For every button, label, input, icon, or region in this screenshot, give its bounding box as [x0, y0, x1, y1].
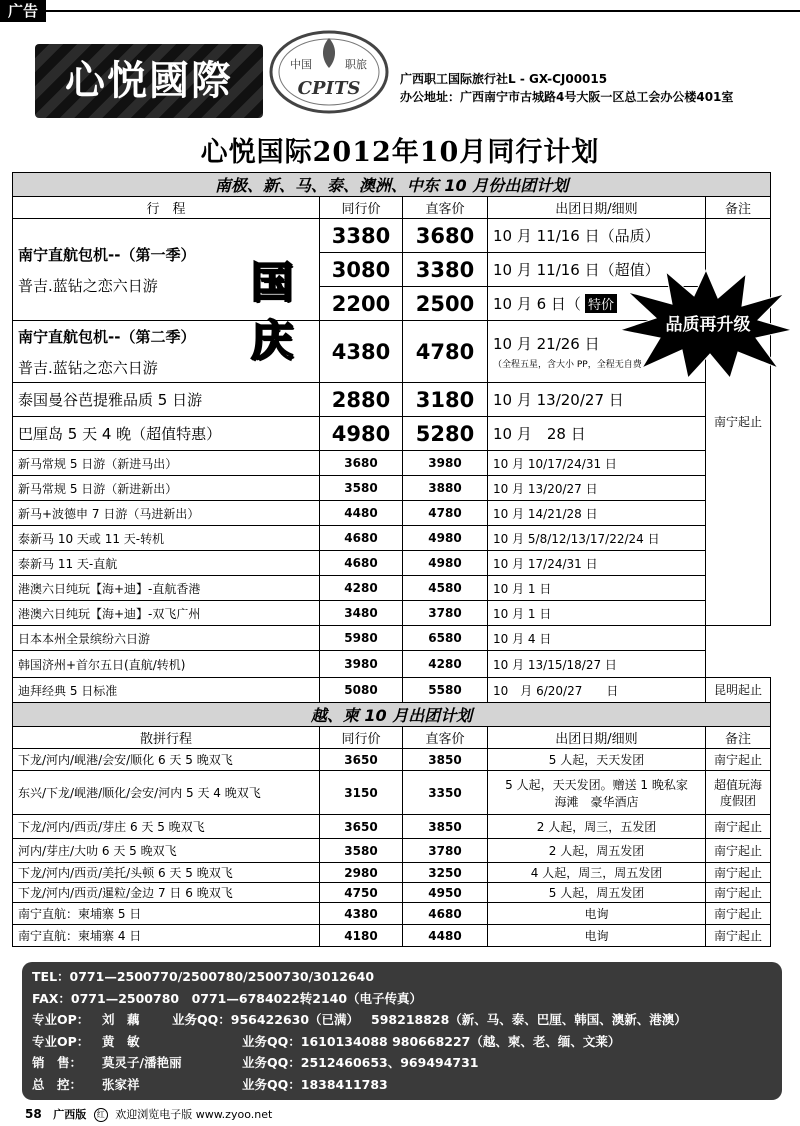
- direct-price: 4280: [403, 651, 488, 678]
- group2-subtitle: 普吉.蓝钻之恋六日游: [18, 358, 158, 377]
- col-header-peer: 同行价: [320, 197, 403, 219]
- direct-price: 3780: [403, 601, 488, 626]
- note-cell: 南宁起止: [706, 749, 771, 771]
- col-header-route: 散拼行程: [13, 727, 320, 749]
- note-line2: 度假团: [720, 793, 757, 808]
- direct-price: 4950: [403, 883, 488, 903]
- note-cell: [706, 771, 771, 815]
- direct-price: 3180: [403, 383, 488, 417]
- control-label: 总 控：: [32, 1076, 83, 1092]
- note-cell: 南宁起止: [706, 839, 771, 863]
- date-cell: 4 人起，周三，周五发团: [488, 863, 706, 883]
- peer-price: 4980: [320, 417, 403, 451]
- route-cell: 泰国曼谷芭提雅品质 5 日游: [13, 383, 320, 417]
- date-cell: 5 人起，天天发团: [488, 749, 706, 771]
- sales-line: [32, 1052, 772, 1074]
- special-price-tag: 特价: [585, 294, 617, 313]
- date-cell: [488, 771, 706, 815]
- direct-price: 3380: [403, 253, 488, 287]
- col-header-date: 出团日期/细则: [488, 727, 706, 749]
- peer-price: 2880: [320, 383, 403, 417]
- direct-price: 4480: [403, 925, 488, 947]
- date-cell: 电询: [488, 903, 706, 925]
- peer-price: 3680: [320, 451, 403, 476]
- route-cell: 韩国济州+首尔五日(直航/转机): [13, 651, 320, 678]
- cpits-right-text: 职旅: [345, 58, 367, 71]
- note-cell: 南宁起止: [706, 883, 771, 903]
- col-header-date: 出团日期/细则: [488, 197, 706, 219]
- date-cell: 10 月 11/16 日（超值）: [488, 253, 706, 287]
- table-row: [13, 501, 771, 526]
- company-info: [400, 70, 733, 106]
- peer-price: 4480: [320, 501, 403, 526]
- burst-text: 品质再升级: [665, 315, 751, 335]
- note-cell: 南宁起止: [706, 903, 771, 925]
- control-name: 张家祥: [102, 1076, 140, 1092]
- peer-price: 4280: [320, 576, 403, 601]
- date-cell: 10 月 17/24/31 日: [488, 551, 706, 576]
- note-cell: 昆明起止: [706, 678, 771, 703]
- peer-price: 3580: [320, 839, 403, 863]
- peer-price: 4750: [320, 883, 403, 903]
- table-row: [13, 863, 771, 883]
- company-license: 广西职工国际旅行社L - GX-CJ00015: [400, 72, 608, 86]
- date-cell: 10 月 13/20/27 日: [488, 476, 706, 501]
- cpits-logo: [268, 28, 390, 116]
- direct-price: 4680: [403, 903, 488, 925]
- peer-price: 3380: [320, 219, 403, 253]
- peer-price: 4680: [320, 526, 403, 551]
- direct-price: 3850: [403, 749, 488, 771]
- op2-qq: 业务QQ：1610134088 980668227（越、柬、老、缅、文莱）: [242, 1033, 621, 1049]
- table-row: [13, 576, 771, 601]
- col-header-direct: 直客价: [403, 197, 488, 219]
- table-row: [13, 815, 771, 839]
- op1-qq2: 598218828（新、马、泰、巴厘、韩国、澳新、港澳）: [371, 1012, 687, 1027]
- table-row: [13, 626, 771, 651]
- date-line1: 5 人起，天天发团。赠送 1 晚私家: [505, 777, 688, 792]
- top-rule: [46, 10, 800, 12]
- direct-price: 3880: [403, 476, 488, 501]
- date-cell: 电询: [488, 925, 706, 947]
- peer-price: 4380: [320, 903, 403, 925]
- peer-price: 3480: [320, 601, 403, 626]
- tel-line: TEL：0771—2500770/2500780/2500730/3012640: [32, 969, 375, 984]
- peer-price: 2980: [320, 863, 403, 883]
- section1-title: 南极、新、马、泰、澳洲、中东 10 月份出团计划: [13, 173, 771, 197]
- peer-price: 5980: [320, 626, 403, 651]
- direct-price: 4580: [403, 576, 488, 601]
- col-header-note: 备注: [706, 727, 771, 749]
- note-cell: 南宁起止: [706, 925, 771, 947]
- direct-price: 6580: [403, 626, 488, 651]
- direct-price: 2500: [403, 287, 488, 321]
- date-cell: 10 月 6/20/27 日: [488, 678, 706, 703]
- date-cell: 10 月 11/16 日（品质）: [488, 219, 706, 253]
- table-row: [13, 526, 771, 551]
- direct-price: 4780: [403, 501, 488, 526]
- group1-title: 南宁直航包机--（第一季）: [18, 245, 196, 264]
- direct-price: 3850: [403, 815, 488, 839]
- section1-header-row: [13, 197, 771, 219]
- guoqing-char-2: 庆: [250, 316, 293, 365]
- date-cell: 10 月 13/20/27 日: [488, 383, 706, 417]
- route-cell: 新马常规 5 日游（新进马出）: [13, 451, 320, 476]
- note-cell: 南宁起止: [706, 863, 771, 883]
- date-cell: 10 月 1 日: [488, 576, 706, 601]
- route-cell: 迪拜经典 5 日标准: [13, 678, 320, 703]
- peer-price: 3650: [320, 815, 403, 839]
- date-line2: 海滩 豪华酒店: [554, 794, 639, 809]
- op2-line: [32, 1031, 772, 1053]
- peer-price: 3580: [320, 476, 403, 501]
- peer-price: 5080: [320, 678, 403, 703]
- table-row: [13, 925, 771, 947]
- table-row: [13, 417, 771, 451]
- direct-price: 3350: [403, 771, 488, 815]
- route-cell: 南宁直航：柬埔寨 4 日: [13, 925, 320, 947]
- col-header-route: 行 程: [13, 197, 320, 219]
- table-row: [13, 476, 771, 501]
- route-cell: 下龙/河内/西贡/美托/头顿 6 天 5 晚双飞: [13, 863, 320, 883]
- direct-price: 5580: [403, 678, 488, 703]
- edition-badge-icon: 红: [94, 1108, 108, 1122]
- route-cell: 巴厘岛 5 天 4 晚（超值特惠）: [13, 417, 320, 451]
- direct-price: 3780: [403, 839, 488, 863]
- route-cell: 南宁直航：柬埔寨 5 日: [13, 903, 320, 925]
- section2-title: 越、柬 10 月出团计划: [13, 703, 771, 727]
- control-line: [32, 1074, 772, 1096]
- peer-price: 4680: [320, 551, 403, 576]
- date-cell: 10 月 14/21/28 日: [488, 501, 706, 526]
- route-cell: 港澳六日纯玩【海+迪】-双飞广州: [13, 601, 320, 626]
- col-header-peer: 同行价: [320, 727, 403, 749]
- table-row: [13, 601, 771, 626]
- date-cell: 10 月 4 日: [488, 626, 706, 651]
- col-header-direct: 直客价: [403, 727, 488, 749]
- table-row: [13, 749, 771, 771]
- table-row: [13, 839, 771, 863]
- route-cell: 新马+波德申 7 日游（马进新出）: [13, 501, 320, 526]
- op2-label: 专业OP：: [32, 1033, 90, 1049]
- date-cell: 2 人起，周三，五发团: [488, 815, 706, 839]
- table-row: [13, 551, 771, 576]
- quality-upgrade-burst: [618, 268, 794, 380]
- peer-price: 3080: [320, 253, 403, 287]
- op1-name: 刘 藕: [102, 1012, 140, 1027]
- peer-price: 3650: [320, 749, 403, 771]
- date-cell: 10 月 10/17/24/31 日: [488, 451, 706, 476]
- table-row: [13, 883, 771, 903]
- table-row: [13, 383, 771, 417]
- group1-subtitle: 普吉.蓝钻之恋六日游: [18, 276, 158, 295]
- direct-price: 3250: [403, 863, 488, 883]
- route-cell: 东兴/下龙/岘港/顺化/会安/河内 5 天 4 晚双飞: [13, 771, 320, 815]
- route-cell: 新马常规 5 日游（新进新出）: [13, 476, 320, 501]
- page-number: 58: [25, 1107, 42, 1121]
- table-row: [13, 451, 771, 476]
- date-cell: 10 月 1 日: [488, 601, 706, 626]
- date-cell: 10 月 28 日: [488, 417, 706, 451]
- table-row: [13, 651, 771, 678]
- peer-price: 2200: [320, 287, 403, 321]
- op2-name: 黄 敏: [102, 1033, 140, 1049]
- op1-qq: 业务QQ：956422630（已满）: [172, 1012, 360, 1027]
- company-address: 办公地址：广西南宁市古城路4号大阪一区总工会办公楼401室: [400, 90, 734, 104]
- note-cell: 南宁起止: [706, 815, 771, 839]
- date-text: 10 月 21/26 日: [493, 335, 600, 353]
- sales-qq: 业务QQ：2512460653、969494731: [242, 1055, 479, 1070]
- national-day-badge: [248, 254, 296, 370]
- peer-price: 3980: [320, 651, 403, 678]
- page-title: 心悦国际2012年10月同行计划: [200, 137, 600, 168]
- note-line1: 超值玩海: [714, 777, 763, 792]
- date-text: 10 月 6 日（: [493, 295, 581, 313]
- edition-label: 广西版: [53, 1108, 87, 1121]
- date-cell: 10 月 13/15/18/27 日: [488, 651, 706, 678]
- page-footer: [25, 1106, 272, 1122]
- route-cell: 河内/芽庄/大叻 6 天 5 晚双飞: [13, 839, 320, 863]
- route-cell: 泰新马 11 天-直航: [13, 551, 320, 576]
- date-cell: 5 人起，周五发团: [488, 883, 706, 903]
- direct-price: 3680: [403, 219, 488, 253]
- guoqing-char-1: 国: [250, 258, 293, 307]
- group2-title: 南宁直航包机--（第二季）: [18, 327, 196, 346]
- route-cell: 下龙/河内/岘港/会安/顺化 6 天 5 晚双飞: [13, 749, 320, 771]
- direct-price: 4980: [403, 551, 488, 576]
- peer-price: 3150: [320, 771, 403, 815]
- table-row: [13, 771, 771, 815]
- op1-label: 专业OP：: [32, 1012, 90, 1027]
- table-row: [13, 678, 771, 703]
- cpits-top-text: 中国: [290, 58, 312, 71]
- route-cell: 下龙/河内/西贡/暹粒/金边 7 日 6 晚双飞: [13, 883, 320, 903]
- route-cell: 泰新马 10 天或 11 天-转机: [13, 526, 320, 551]
- peer-price: 4380: [320, 321, 403, 383]
- fax-line: FAX：0771—2500780 0771—6784022转2140（电子传真）: [32, 990, 423, 1006]
- op1-line: [32, 1009, 772, 1031]
- direct-price: 5280: [403, 417, 488, 451]
- date-subnote: （全程五星，含大小 PP，全程无自费: [493, 360, 642, 370]
- xinyue-logo: 心悦國際: [35, 44, 263, 118]
- date-cell: 2 人起，周五发团: [488, 839, 706, 863]
- route-cell: 港澳六日纯玩【海+迪】-直航香港: [13, 576, 320, 601]
- note-cell-merged: 南宁起止: [706, 219, 771, 626]
- sales-name: 莫灵子/潘艳丽: [102, 1055, 182, 1070]
- contact-panel: [22, 962, 782, 1100]
- direct-price: 4980: [403, 526, 488, 551]
- direct-price: 3980: [403, 451, 488, 476]
- peer-price: 4180: [320, 925, 403, 947]
- table-row: [13, 219, 771, 253]
- cpits-abbr: CPITS: [297, 78, 361, 99]
- section2-header-row: [13, 727, 771, 749]
- route-cell: 日本本州全景缤纷六日游: [13, 626, 320, 651]
- control-qq: 业务QQ：1838411783: [242, 1076, 388, 1092]
- ad-tag: 广告: [0, 0, 46, 22]
- direct-price: 4780: [403, 321, 488, 383]
- table-row: [13, 903, 771, 925]
- footer-link[interactable]: 欢迎浏览电子版 www.zyoo.net: [115, 1108, 273, 1121]
- route-cell: 下龙/河内/西贡/芽庄 6 天 5 晚双飞: [13, 815, 320, 839]
- date-cell: 10 月 5/8/12/13/17/22/24 日: [488, 526, 706, 551]
- sales-label: 销 售：: [32, 1055, 83, 1070]
- col-header-note: 备注: [706, 197, 771, 219]
